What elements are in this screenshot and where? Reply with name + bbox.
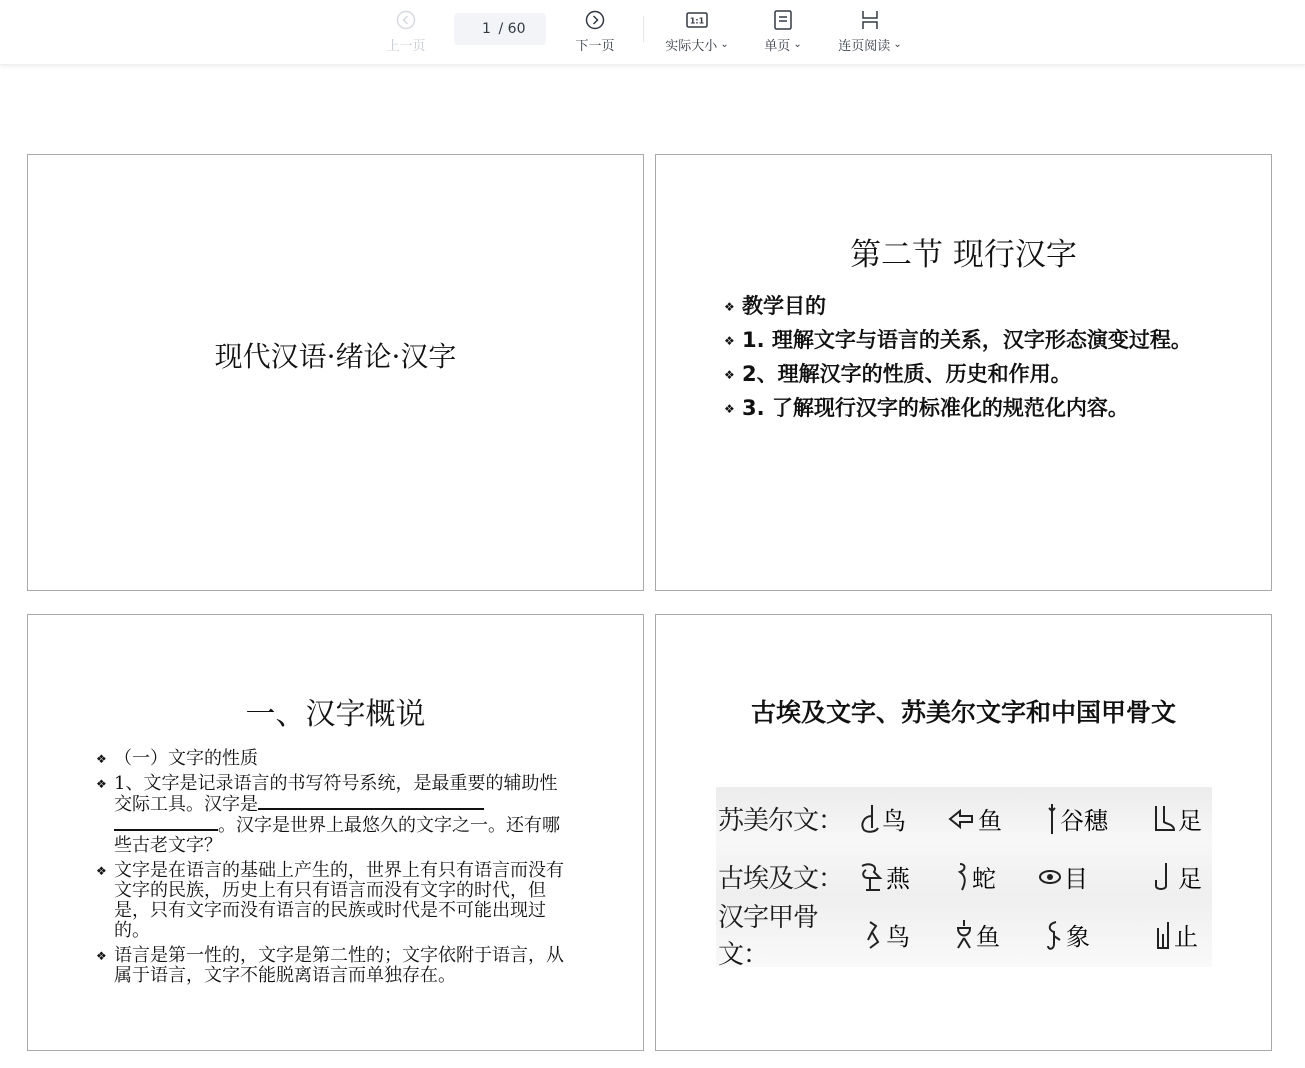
list-item: ❖ 教学目的 [724,293,1204,320]
single-page-icon [771,8,795,32]
script-row-egyptian: 古埃及文： [718,863,844,894]
slide-1-title: 现代汉语·绪论·汉字 [214,340,457,373]
glyph-cell: 目 [1038,859,1088,894]
ancient-script-comparison-image [716,787,1212,970]
diamond-bullet-icon: ❖ [96,752,107,766]
total-pages: / 60 [498,21,526,37]
egyptian-foot-glyph-icon [1152,860,1176,894]
glyph-cell: 足 [1152,801,1202,836]
sumerian-grain-glyph-icon [1046,802,1058,836]
fill-in-blank [258,794,484,810]
slide-2 [655,154,1272,591]
prev-page-label: 上一页 [386,39,426,54]
glyph-cell: 谷穗 [1046,801,1108,836]
sumerian-bird-glyph-icon [858,802,880,836]
diamond-bullet-icon: ❖ [96,864,107,878]
glyph-cell: 止 [1154,917,1198,952]
actual-size-dropdown[interactable] [660,8,734,56]
next-page-label: 下一页 [575,39,615,54]
chevron-down-icon: ⌄ [793,39,802,50]
diamond-bullet-icon: ❖ [724,300,735,314]
oracle-bird-glyph-icon [864,918,884,952]
script-row-oracle-bone: 汉字甲骨文： [718,903,819,970]
next-page-button[interactable] [572,8,618,56]
list-item: ❖ 1. 理解文字与语言的关系，汉字形态演变过程。 [724,327,1204,354]
oracle-fish-glyph-icon [954,918,974,952]
prev-page-button[interactable] [384,8,428,56]
slide-2-title: 第二节 现行汉字 [850,237,1077,273]
diamond-bullet-icon: ❖ [724,368,735,382]
viewer-toolbar [0,0,1305,65]
diamond-bullet-icon: ❖ [96,949,107,963]
slide-4 [655,614,1272,1051]
continuous-reading-dropdown[interactable] [832,8,908,56]
glyph-cell: 蛇 [956,859,996,894]
script-row-sumerian: 苏美尔文： [718,805,844,836]
oracle-elephant-glyph-icon [1044,918,1064,952]
list-item: ❖ 语言是第一性的，文字是第二性的；文字依附于语言，从属于语言，文字不能脱离语言而单独存在。 [96,945,564,986]
continuous-reading-label: 连页阅读 [838,39,891,54]
single-page-label: 单页 [764,39,791,54]
slide-3 [27,614,644,1051]
glyph-cell: 鸟 [864,917,910,952]
actual-size-label: 实际大小 [665,39,718,54]
glyph-cell: 象 [1044,917,1090,952]
list-item: ❖ 3. 了解现行汉字的标准化的规范化内容。 [724,395,1204,422]
continuous-reading-icon [858,8,882,32]
egyptian-snake-glyph-icon [956,860,970,894]
glyph-cell: 燕 [858,859,910,894]
single-page-dropdown[interactable] [760,8,806,56]
chevron-right-circle-icon [583,8,607,32]
page-number-input[interactable] [475,21,499,37]
sumerian-foot-glyph-icon [1152,802,1176,836]
glyph-cell: 足 [1152,859,1202,894]
slide-3-bullet-list [96,749,566,991]
egyptian-eye-glyph-icon [1038,860,1062,894]
glyph-cell: 鱼 [954,917,1000,952]
diamond-bullet-icon: ❖ [96,777,107,791]
diamond-bullet-icon: ❖ [724,402,735,416]
actual-size-icon [685,8,709,32]
diamond-bullet-icon: ❖ [724,334,735,348]
list-item: ❖ （一）文字的性质 [96,748,258,769]
slide-2-bullet-list [724,293,1204,429]
chevron-left-circle-icon [394,8,418,32]
slide-1 [27,154,644,591]
egyptian-swallow-glyph-icon [858,860,884,894]
list-item: ❖ 1、文字是记录语言的书写符号系统，是最重要的辅助性交际工具。汉字是 。汉字是世界上最悠久的文字之一。还有哪些古老文字？ [96,773,560,856]
chevron-down-icon: ⌄ [720,39,729,50]
slide-3-title: 一、汉字概说 [245,697,426,732]
chevron-down-icon: ⌄ [893,39,902,50]
glyph-cell: 鱼 [948,801,1002,836]
oracle-stop-glyph-icon [1154,918,1172,952]
glyph-cell: 鸟 [858,801,906,836]
toolbar-divider [643,16,644,42]
slide-4-title: 古埃及文字、苏美尔文字和中国甲骨文 [750,698,1176,727]
svg-text:1:1: 1:1 [689,16,705,26]
page-indicator [454,13,546,45]
sumerian-fish-glyph-icon [948,802,976,836]
fill-in-blank [114,815,218,831]
list-item: ❖ 2、理解汉字的性质、历史和作用。 [724,361,1204,388]
list-item: ❖ 文字是在语言的基础上产生的，世界上有只有语言而没有文字的民族，历史上有只有语言而没有文字的时代，但是，只有文字而没有语言的民族或时代是不可能出现过的。 [96,860,564,941]
